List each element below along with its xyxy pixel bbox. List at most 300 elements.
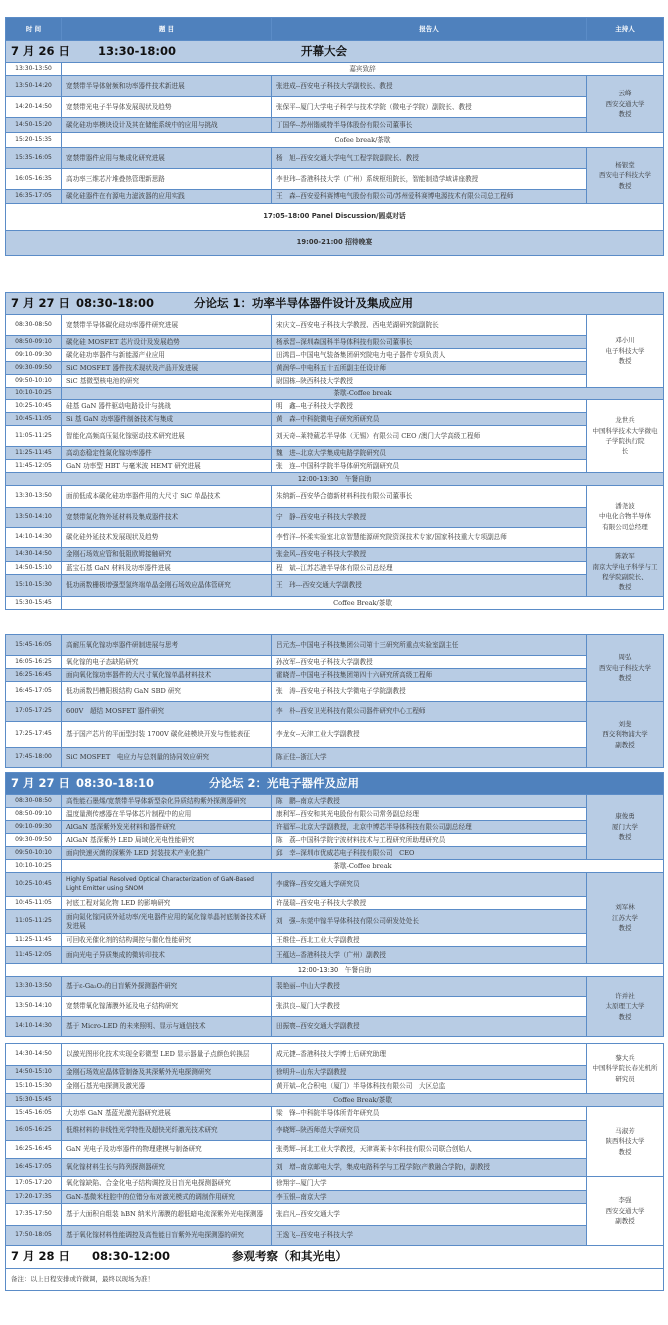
host-cell <box>587 315 664 388</box>
cell-time: 14:30-14:50 <box>6 548 62 562</box>
cell-title: 智能化高频高压氮化镓驱动技术研究进展 <box>62 426 272 447</box>
table-row <box>6 118 664 133</box>
table-row <box>6 702 664 722</box>
host-cell <box>587 400 664 473</box>
cell-panel: 17:05-18:00 Panel Discussion/圆桌对话 <box>6 204 664 231</box>
cell-speaker: 吕元杰--中国电子科技集团公司第十三研究所重点实验室副主任 <box>272 635 587 656</box>
cell-speaker: 张 连--中国科学院半导体研究所副研究员 <box>272 460 587 473</box>
cell-time: 15:20-15:35 <box>6 133 62 148</box>
note-row <box>6 1269 664 1291</box>
cell-time: 14:20-14:50 <box>6 97 62 118</box>
cell-name: 陈敦军 <box>615 552 635 561</box>
day-date: 7 月 26 日 <box>11 43 71 58</box>
cell-speaker: 霍晓青--中国电子科技集团第四十六研究所高级工程师 <box>272 669 587 682</box>
table-row <box>6 834 664 847</box>
cell-speaker: 张 涛--西安电子科技大学微电子学院副教授 <box>272 682 587 702</box>
cell-speaker: 黄润华--中电科五十五所副主任设计师 <box>272 362 587 375</box>
cell-name: 分论坛 2：光电子器件及应用 <box>209 775 360 790</box>
cell-date: 7 月 27 日 <box>11 775 71 790</box>
cell-org: 西安交通大学 <box>605 99 645 108</box>
table-row <box>6 847 664 860</box>
cell-name: 周弘 <box>618 653 632 662</box>
cell-time: 17:25-17:45 <box>6 722 62 748</box>
cell-time: 15:10-15:30 <box>6 575 62 597</box>
cell-time: 10:10-10:25 <box>6 388 62 400</box>
cell-speaker: 王维佳--西北工业大学副教授 <box>272 934 587 947</box>
cell-speaker: 李 朴--西安卫光科技有限公司器件研究中心工程师 <box>272 702 587 722</box>
cell-title: 茶歇-Coffee break <box>62 860 664 873</box>
table-row <box>6 682 664 702</box>
cell-title: 副教授 <box>615 740 635 749</box>
cell-title: Coffee Break/茶歇 <box>62 597 664 610</box>
cell-title: 教授 <box>618 1012 632 1021</box>
table-row <box>6 1094 664 1107</box>
cell-title: 硅基 GaN 器件驱动电路设计与挑战 <box>62 400 272 413</box>
cell-name: 黎大兵 <box>615 1053 635 1062</box>
table-row <box>6 947 664 964</box>
cell-speaker: 张保平--厦门大学电子科学与技术学院（微电子学院）副院长、教授 <box>272 97 587 118</box>
cell-title: 基于ε-Ga₂O₃的日盲紫外探测器件研究 <box>62 977 272 997</box>
cell-name: 邓小川 <box>615 336 635 345</box>
cell-title: GaN 光电子及功率器件的物理建模与制备研究 <box>62 1141 272 1159</box>
table-row <box>6 336 664 349</box>
table-row <box>6 63 664 76</box>
cell-name: 云峰 <box>618 89 632 98</box>
cell-time: 08:30-18:00 <box>76 295 155 310</box>
cell-title: SiC MOSFET 电应力与总剂量的协同效应研究 <box>62 748 272 768</box>
table-row <box>6 400 664 413</box>
cell-title: Si 基 GaN 功率器件制备技术与集成 <box>62 413 272 426</box>
table-row <box>6 597 664 610</box>
cell-org: 西安交通大学 <box>605 1206 645 1215</box>
cell-dinner: 19:00-21:00 招待晚宴 <box>6 231 664 256</box>
header-title: 题 目 <box>62 18 272 41</box>
table-row <box>6 315 664 336</box>
cell-title: 金刚石场效应晶体管制备及其深紫外光电探测研究 <box>62 1066 272 1080</box>
cell-speaker: 张启凡--西安交通大学 <box>272 1204 587 1226</box>
host-cell <box>587 635 664 702</box>
table-row <box>6 548 664 562</box>
cell-time: 16:45-17:05 <box>6 1159 62 1177</box>
cell-time: 15:30-15:45 <box>6 1094 62 1107</box>
cell-time: 10:25-10:45 <box>6 400 62 413</box>
cell-time: 13:30-13:50 <box>6 977 62 997</box>
lunch-row <box>6 964 664 977</box>
cell-title: 温度量测传感器在半导体芯片制程中的应用 <box>62 808 272 821</box>
forum1-block-a <box>5 292 663 610</box>
cell-title: 基于大面积自组装 hBN 纳米片薄膜的超低暗电流深紫外光电探测器 <box>62 1204 272 1226</box>
cell-time: 17:50-18:05 <box>6 1226 62 1246</box>
forum2-block-b <box>5 1043 663 1291</box>
cell-title: SiC 基微型核电池的研究 <box>62 375 272 388</box>
cell-speaker: 徐翔宇--厦门大学 <box>272 1177 587 1191</box>
table-row <box>6 1107 664 1121</box>
cell-time: 08:50-09:10 <box>6 336 62 349</box>
cell-name: 刘斐 <box>618 719 632 728</box>
cell-speaker: 田振寰--西安交通大学副教授 <box>272 1017 587 1037</box>
cell-speaker: 杨承晋--深圳森国科半导体科技有限公司董事长 <box>272 336 587 349</box>
cell-name: 龙世兵 <box>615 416 635 425</box>
table-row <box>6 97 664 118</box>
table-row <box>6 486 664 508</box>
cell-time: 14:50-15:10 <box>6 1066 62 1080</box>
cell-title: 12:00-13:30 午餐自助 <box>6 473 664 486</box>
table-row <box>6 977 664 997</box>
cell-title: 碳化硅功率器件与新能源产业应用 <box>62 349 272 362</box>
cell-title: Cofee break/茶歇 <box>62 133 664 148</box>
cell-speaker: 李哲洋--怀柔实验室北京智慧能源研究院资深技术专家/国家科技重大专项副总师 <box>272 528 587 548</box>
cell-title: 低功函数栅极增强型氢终端单晶金刚石场效应晶体管研究 <box>62 575 272 597</box>
table-row <box>6 169 664 190</box>
cell-title: 宽禁带氧化镓薄膜外延及电子结构研究 <box>62 997 272 1017</box>
host-cell <box>587 76 664 133</box>
day-heading <box>6 41 664 63</box>
cell-title: 面向氧化镓功率器件的大尺寸氧化镓单晶材料技术 <box>62 669 272 682</box>
table-row <box>6 362 664 375</box>
cell-time: 15:10-15:30 <box>6 1080 62 1094</box>
cell-time: 15:45-16:05 <box>6 635 62 656</box>
table-row <box>6 897 664 910</box>
cell-title: 教授 <box>618 1147 632 1156</box>
cell-time: 17:45-18:00 <box>6 748 62 768</box>
cell-time: 14:10-14:30 <box>6 528 62 548</box>
cell-org: 中国科学技术大学微电子学院执行院 <box>592 426 658 445</box>
cell-org: 西安电子科技大学 <box>599 663 651 672</box>
cell-speaker: 张进成--西安电子科技大学副校长、教授 <box>272 76 587 97</box>
cell-title: 面向氮化镓同质外延功率/光电器件应用的氮化镓单晶衬底制备技术研发进展 <box>62 910 272 934</box>
cell-time: 13:30-13:50 <box>6 486 62 508</box>
cell-org: 江苏大学 <box>612 913 639 922</box>
cell-title: GaN-基微米柱腔中的位错分布对激光模式的调制作用研究 <box>62 1191 272 1204</box>
cell-time: 17:05-17:25 <box>6 702 62 722</box>
cell-title: 氧化镓的电子态缺陷研究 <box>62 656 272 669</box>
cell-speaker: 程 斌--江苏芯港半导体有限公司总经理 <box>272 562 587 575</box>
cell-time: 17:35-17:50 <box>6 1204 62 1226</box>
cell-date: 7 月 28 日 <box>11 1249 71 1264</box>
cell-org: 太原理工大学 <box>605 1002 645 1011</box>
cell-speaker: 孙汝军--西安电子科技大学副教授 <box>272 656 587 669</box>
cell-title: GaN 功率型 HBT 与毫米波 HEMT 研究进展 <box>62 460 272 473</box>
table-row <box>6 148 664 169</box>
table-row <box>6 413 664 426</box>
cell-org: 南京大学电子科学与工程学院副院长、 <box>592 562 658 581</box>
cell-time: 15:45-16:05 <box>6 1107 62 1121</box>
cell-time: 14:50-15:20 <box>6 118 62 133</box>
cell-date: 7 月 27 日 <box>11 295 71 310</box>
cell-org: 中国科学院长春光机所研究员 <box>592 1064 658 1083</box>
cell-title: 12:00-13:30 午餐自助 <box>6 964 664 977</box>
table-row <box>6 460 664 473</box>
cell-time: 15:35-16:05 <box>6 148 62 169</box>
cell-title: 低功函数凹槽阳极结构 GaN SBD 研究 <box>62 682 272 702</box>
cell-title: 长 <box>621 447 629 456</box>
cell-title: 基于氧化镓材料性能调控及高性能日盲紫外光电探测器的研究 <box>62 1226 272 1246</box>
cell-title: 面向光电子异质集成的微转印技术 <box>62 947 272 964</box>
panel-discussion-row <box>6 204 664 231</box>
table-row <box>6 997 664 1017</box>
cell-name: 分论坛 1：功率半导体器件设计及集成应用 <box>194 295 414 310</box>
cell-time: 09:30-09:50 <box>6 362 62 375</box>
cell-title: 蓝宝石基 GaN 材料及功率器件进展 <box>62 562 272 575</box>
forum2-table-a <box>5 772 664 1037</box>
cell-speaker: 陈正佳--浙江大学 <box>272 748 587 768</box>
table-row <box>6 1044 664 1066</box>
cell-title: 氧化镓缺陷、合金化电子结构调控及日盲光电探测器研究 <box>62 1177 272 1191</box>
cell-title: AlGaN 基深紫外 LED 局域化光电性能研究 <box>62 834 272 847</box>
cell-speaker: 丁国华--苏州锴威特半导体股份有限公司董事长 <box>272 118 587 133</box>
cell-speaker: 宁 静--西安电子科技大学教授 <box>272 508 587 528</box>
cell-time: 16:05-16:35 <box>6 169 62 190</box>
table-row <box>6 76 664 97</box>
cell-title: 宽禁带氮化物外延材料及集成器件技术 <box>62 508 272 528</box>
table-row <box>6 1177 664 1191</box>
cell-time: 16:25-16:45 <box>6 1141 62 1159</box>
cell-name: 康俊勇 <box>615 812 635 821</box>
host-cell <box>587 1107 664 1177</box>
cell-title: 低维材料的非线性光学特性及超快光纤激光技术研究 <box>62 1121 272 1141</box>
cell-time: 16:35-17:05 <box>6 190 62 204</box>
note-text: 备注：以上日程安排或许微调，最终以现场为准！ <box>6 1269 664 1291</box>
cell-time: 09:50-10:10 <box>6 847 62 860</box>
cell-time: 14:50-15:10 <box>6 562 62 575</box>
table-row <box>6 808 664 821</box>
cell-title: 金刚石场效应管和低阻欧姆接触研究 <box>62 548 272 562</box>
lunch-row <box>6 473 664 486</box>
cell-name: 李强 <box>618 1196 632 1205</box>
cell-speaker: 朱纳新--西安华合德新材料科技有限公司董事长 <box>272 486 587 508</box>
cell-title: 宽禁带器件应用与集成化研究进展 <box>62 148 272 169</box>
cell-time: 13:30-13:50 <box>6 63 62 76</box>
cell-title: 高性能石墨烯/宽禁带半导体新型杂化异质结构紫外探测器研究 <box>62 795 272 808</box>
cell-time: 10:45-11:05 <box>6 413 62 426</box>
forum2-table-b <box>5 1043 664 1291</box>
table-row <box>6 656 664 669</box>
cell-speaker: 刘 强--东莞中镓半导体科技有限公司研发处处长 <box>272 910 587 934</box>
table-row <box>6 860 664 873</box>
cell-time: 08:50-09:10 <box>6 808 62 821</box>
cell-time: 11:05-11:25 <box>6 426 62 447</box>
cell-title: 碳化硅 MOSFET 芯片设计及发展趋势 <box>62 336 272 349</box>
cell-speaker: 刘 增--南京邮电大学，集成电路科学与工程学院(产教融合学院)，副教授 <box>272 1159 587 1177</box>
cell-title: SiC MOSFET 器件技术现状及产品开发进展 <box>62 362 272 375</box>
cell-title: 教授 <box>618 181 632 190</box>
cell-speaker: 陈 荔--中国科学院宁波材料技术与工程研究所助理研究员 <box>272 834 587 847</box>
cell-name: 许并社 <box>615 991 635 1000</box>
host-cell <box>587 1177 664 1246</box>
cell-name: 杨银堂 <box>615 160 635 169</box>
cell-time: 10:45-11:05 <box>6 897 62 910</box>
cell-speaker: 王蕴达--香港科技大学（广州）副教授 <box>272 947 587 964</box>
cell-time: 16:45-17:05 <box>6 682 62 702</box>
cell-title: 碳化硅器件在有源电力滤波器的应用实践 <box>62 190 272 204</box>
table-row <box>6 375 664 388</box>
day1-block <box>5 17 663 256</box>
table-row <box>6 447 664 460</box>
cell-title: 副教授 <box>615 1217 635 1226</box>
cell-speaker: 宋庆文--西安电子科技大学教授、西电芜湖研究院副院长 <box>272 315 587 336</box>
table-row <box>6 635 664 656</box>
cell-speaker: 王 玮---西安交通大学副教授 <box>272 575 587 597</box>
forum1-block-b <box>5 634 663 768</box>
cell-speaker: 尉国栋--陕西科技大学教授 <box>272 375 587 388</box>
cell-time: 11:45-12:05 <box>6 947 62 964</box>
cell-org: 陕西科技大学 <box>605 1137 645 1146</box>
table-row <box>6 1080 664 1094</box>
cell-time: 13:50-14:20 <box>6 76 62 97</box>
cell-speaker: 李玉银--南京大学 <box>272 1191 587 1204</box>
cell-time: 14:10-14:30 <box>6 1017 62 1037</box>
cell-speaker: 李世玮--香港科技大学（广州）系统枢纽院长，智能制造学域讲座教授 <box>272 169 587 190</box>
cell-title: 教授 <box>618 674 632 683</box>
cell-speaker: 裴艳丽--中山大学教授 <box>272 977 587 997</box>
day-time: 13:30-18:00 <box>98 43 177 58</box>
cell-title: 教授 <box>618 357 632 366</box>
day-heading <box>6 293 664 315</box>
cell-time: 17:20-17:35 <box>6 1191 62 1204</box>
host-cell <box>587 1044 664 1094</box>
cell-time: 11:25-11:45 <box>6 447 62 460</box>
cell-speaker: 刘天奇--莱特葳芯半导体（无锡）有限公司 CEO /澳门大学高级工程师 <box>272 426 587 447</box>
cell-name: 马淑芳 <box>615 1126 635 1135</box>
table-row <box>6 349 664 362</box>
cell-title: 基于 Micro-LED 的未来照明、显示与通信技术 <box>62 1017 272 1037</box>
host-cell <box>587 486 664 548</box>
cell-title: 碳化硅外延技术发展现状及趋势 <box>62 528 272 548</box>
cell-name: 刘军林 <box>615 903 635 912</box>
cell-title: 衬底工程对氮化物 LED 的影响研究 <box>62 897 272 910</box>
cell-org: 电子科技大学 <box>605 346 645 355</box>
cell-speaker: 张勇辉--河北工业大学教授，天津赛莱卡尔科技有限公司联合创始人 <box>272 1141 587 1159</box>
host-cell <box>587 148 664 204</box>
table-row <box>6 528 664 548</box>
cell-name: 参观考察（和其光电） <box>232 1249 348 1264</box>
day1-table <box>5 17 664 256</box>
cell-org: 中电化合物半导体 <box>599 512 652 521</box>
cell-title: 以激光图形化技术实现全彩微型 LED 显示器量子点颜色转换层 <box>62 1044 272 1066</box>
cell-title: 可回收光催化剂的结构调控与催化性能研究 <box>62 934 272 947</box>
table-row <box>6 1159 664 1177</box>
cell-title: 高动态稳定性氮化镓功率器件 <box>62 447 272 460</box>
cell-name: 潘尧波 <box>615 501 635 510</box>
table-row <box>6 795 664 808</box>
cell-org: 西安电子科技大学 <box>599 171 651 180</box>
table-row <box>6 1204 664 1226</box>
cell-title: 教授 <box>618 833 632 842</box>
header-host: 主持人 <box>587 18 664 41</box>
cell-title: 教授 <box>618 110 632 119</box>
cell-speaker: 许福军--北京大学副教授，北京中博芯半导体科技有限公司副总经理 <box>272 821 587 834</box>
cell-speaker: 魏 进--北京大学集成电路学院研究员 <box>272 447 587 460</box>
cell-time: 10:25-10:45 <box>6 873 62 897</box>
cell-time: 10:10-10:25 <box>6 860 62 873</box>
cell-time: 08:30-08:50 <box>6 315 62 336</box>
day-heading <box>6 773 664 795</box>
cell-time: 11:05-11:25 <box>6 910 62 934</box>
cell-speaker: 李龙女--天津工业大学副教授 <box>272 722 587 748</box>
header-speaker: 报告人 <box>272 18 587 41</box>
cell-time: 14:30-14:50 <box>6 1044 62 1066</box>
cell-title: 600V 超结 MOSFET 器件研究 <box>62 702 272 722</box>
cell-title: 有限公司总经理 <box>602 522 648 531</box>
forum2-block-a <box>5 772 663 1037</box>
table-row <box>6 821 664 834</box>
cell-title: 教授 <box>618 924 632 933</box>
table-row <box>6 1066 664 1080</box>
cell-time: 09:10-09:30 <box>6 821 62 834</box>
cell-title: 嘉宾致辞 <box>62 63 664 76</box>
cell-title: 高功率三维芯片堆叠热管理新思路 <box>62 169 272 190</box>
cell-speaker: 张金风--西安电子科技大学教授 <box>272 548 587 562</box>
host-cell <box>587 977 664 1037</box>
cell-speaker: 梁 锋--中科院半导体所青年研究员 <box>272 1107 587 1121</box>
cell-time: 09:10-09:30 <box>6 349 62 362</box>
cell-speaker: 徐明升--山东大学副教授 <box>272 1066 587 1080</box>
cell-time: 11:45-12:05 <box>6 460 62 473</box>
cell-speaker: 黄 森--中科院微电子研究所研究员 <box>272 413 587 426</box>
cell-time: 11:25-11:45 <box>6 934 62 947</box>
table-row <box>6 190 664 204</box>
cell-time: 16:05-16:25 <box>6 656 62 669</box>
forum1-table-a <box>5 292 664 610</box>
table-row <box>6 722 664 748</box>
cell-speaker: 康利军--西安和其光电股份有限公司常务副总经理 <box>272 808 587 821</box>
cell-speaker: 成元捷--香港科技大学博士后研究助理 <box>272 1044 587 1066</box>
cell-time: 09:50-10:10 <box>6 375 62 388</box>
host-cell <box>587 795 664 860</box>
cell-title: 基于国产芯片的平面型封装 1700V 碳化硅模块开发与性能表征 <box>62 722 272 748</box>
cell-speaker: 张洪良--厦门大学教授 <box>272 997 587 1017</box>
table-row <box>6 873 664 897</box>
cell-speaker: 黄开斌--化合积电（厦门）半导体科技有限公司 大区总监 <box>272 1080 587 1094</box>
cell-speaker: 明 鑫--电子科技大学教授 <box>272 400 587 413</box>
table-row <box>6 1226 664 1246</box>
cell-title: 金刚石基光电探测及激光器 <box>62 1080 272 1094</box>
cell-time: 17:05-17:20 <box>6 1177 62 1191</box>
cell-title: 大功率 GaN 基蓝光激光器研究进展 <box>62 1107 272 1121</box>
day-session-name: 开幕大会 <box>301 43 348 58</box>
day-heading <box>6 1246 664 1269</box>
cell-time: 15:30-15:45 <box>6 597 62 610</box>
cell-speaker: 邱 幸--深圳市优威芯电子科技有限公司 CEO <box>272 847 587 860</box>
table-row <box>6 562 664 575</box>
cell-time: 16:05-16:25 <box>6 1121 62 1141</box>
host-cell <box>587 702 664 768</box>
table-row <box>6 910 664 934</box>
cell-time: 08:30-12:00 <box>92 1249 171 1264</box>
cell-speaker: 李晓辉--陕西师范大学研究员 <box>272 1121 587 1141</box>
cell-time: 08:30-08:50 <box>6 795 62 808</box>
cell-speaker: 杨 旭--西安交通大学电气工程学院副院长、教授 <box>272 148 587 169</box>
table-row <box>6 1121 664 1141</box>
cell-speaker: 王逸飞--西安电子科技大学 <box>272 1226 587 1246</box>
table-row <box>6 934 664 947</box>
cell-title: Coffee Break/茶歇 <box>62 1094 664 1107</box>
table-row <box>6 388 664 400</box>
cell-org: 厦门大学 <box>612 822 639 831</box>
cell-time: 13:50-14:10 <box>6 508 62 528</box>
cell-title: 面前低成本碳化硅功率器件用的大尺寸 SiC 单晶技术 <box>62 486 272 508</box>
table-row <box>6 575 664 597</box>
cell-title: 教授 <box>618 583 632 592</box>
cell-title: 高耐压氧化镓功率器件研制进展与思考 <box>62 635 272 656</box>
table-row <box>6 1191 664 1204</box>
cell-title: Highly Spatial Resolved Optical Characterization of GaN-Based Light Emitter using SNOM <box>62 873 272 897</box>
table-row <box>6 1141 664 1159</box>
cell-title: 宽禁带半导体射频和功率器件技术新进展 <box>62 76 272 97</box>
table-row <box>6 133 664 148</box>
cell-time: 08:30-18:10 <box>76 775 155 790</box>
table-row <box>6 748 664 768</box>
